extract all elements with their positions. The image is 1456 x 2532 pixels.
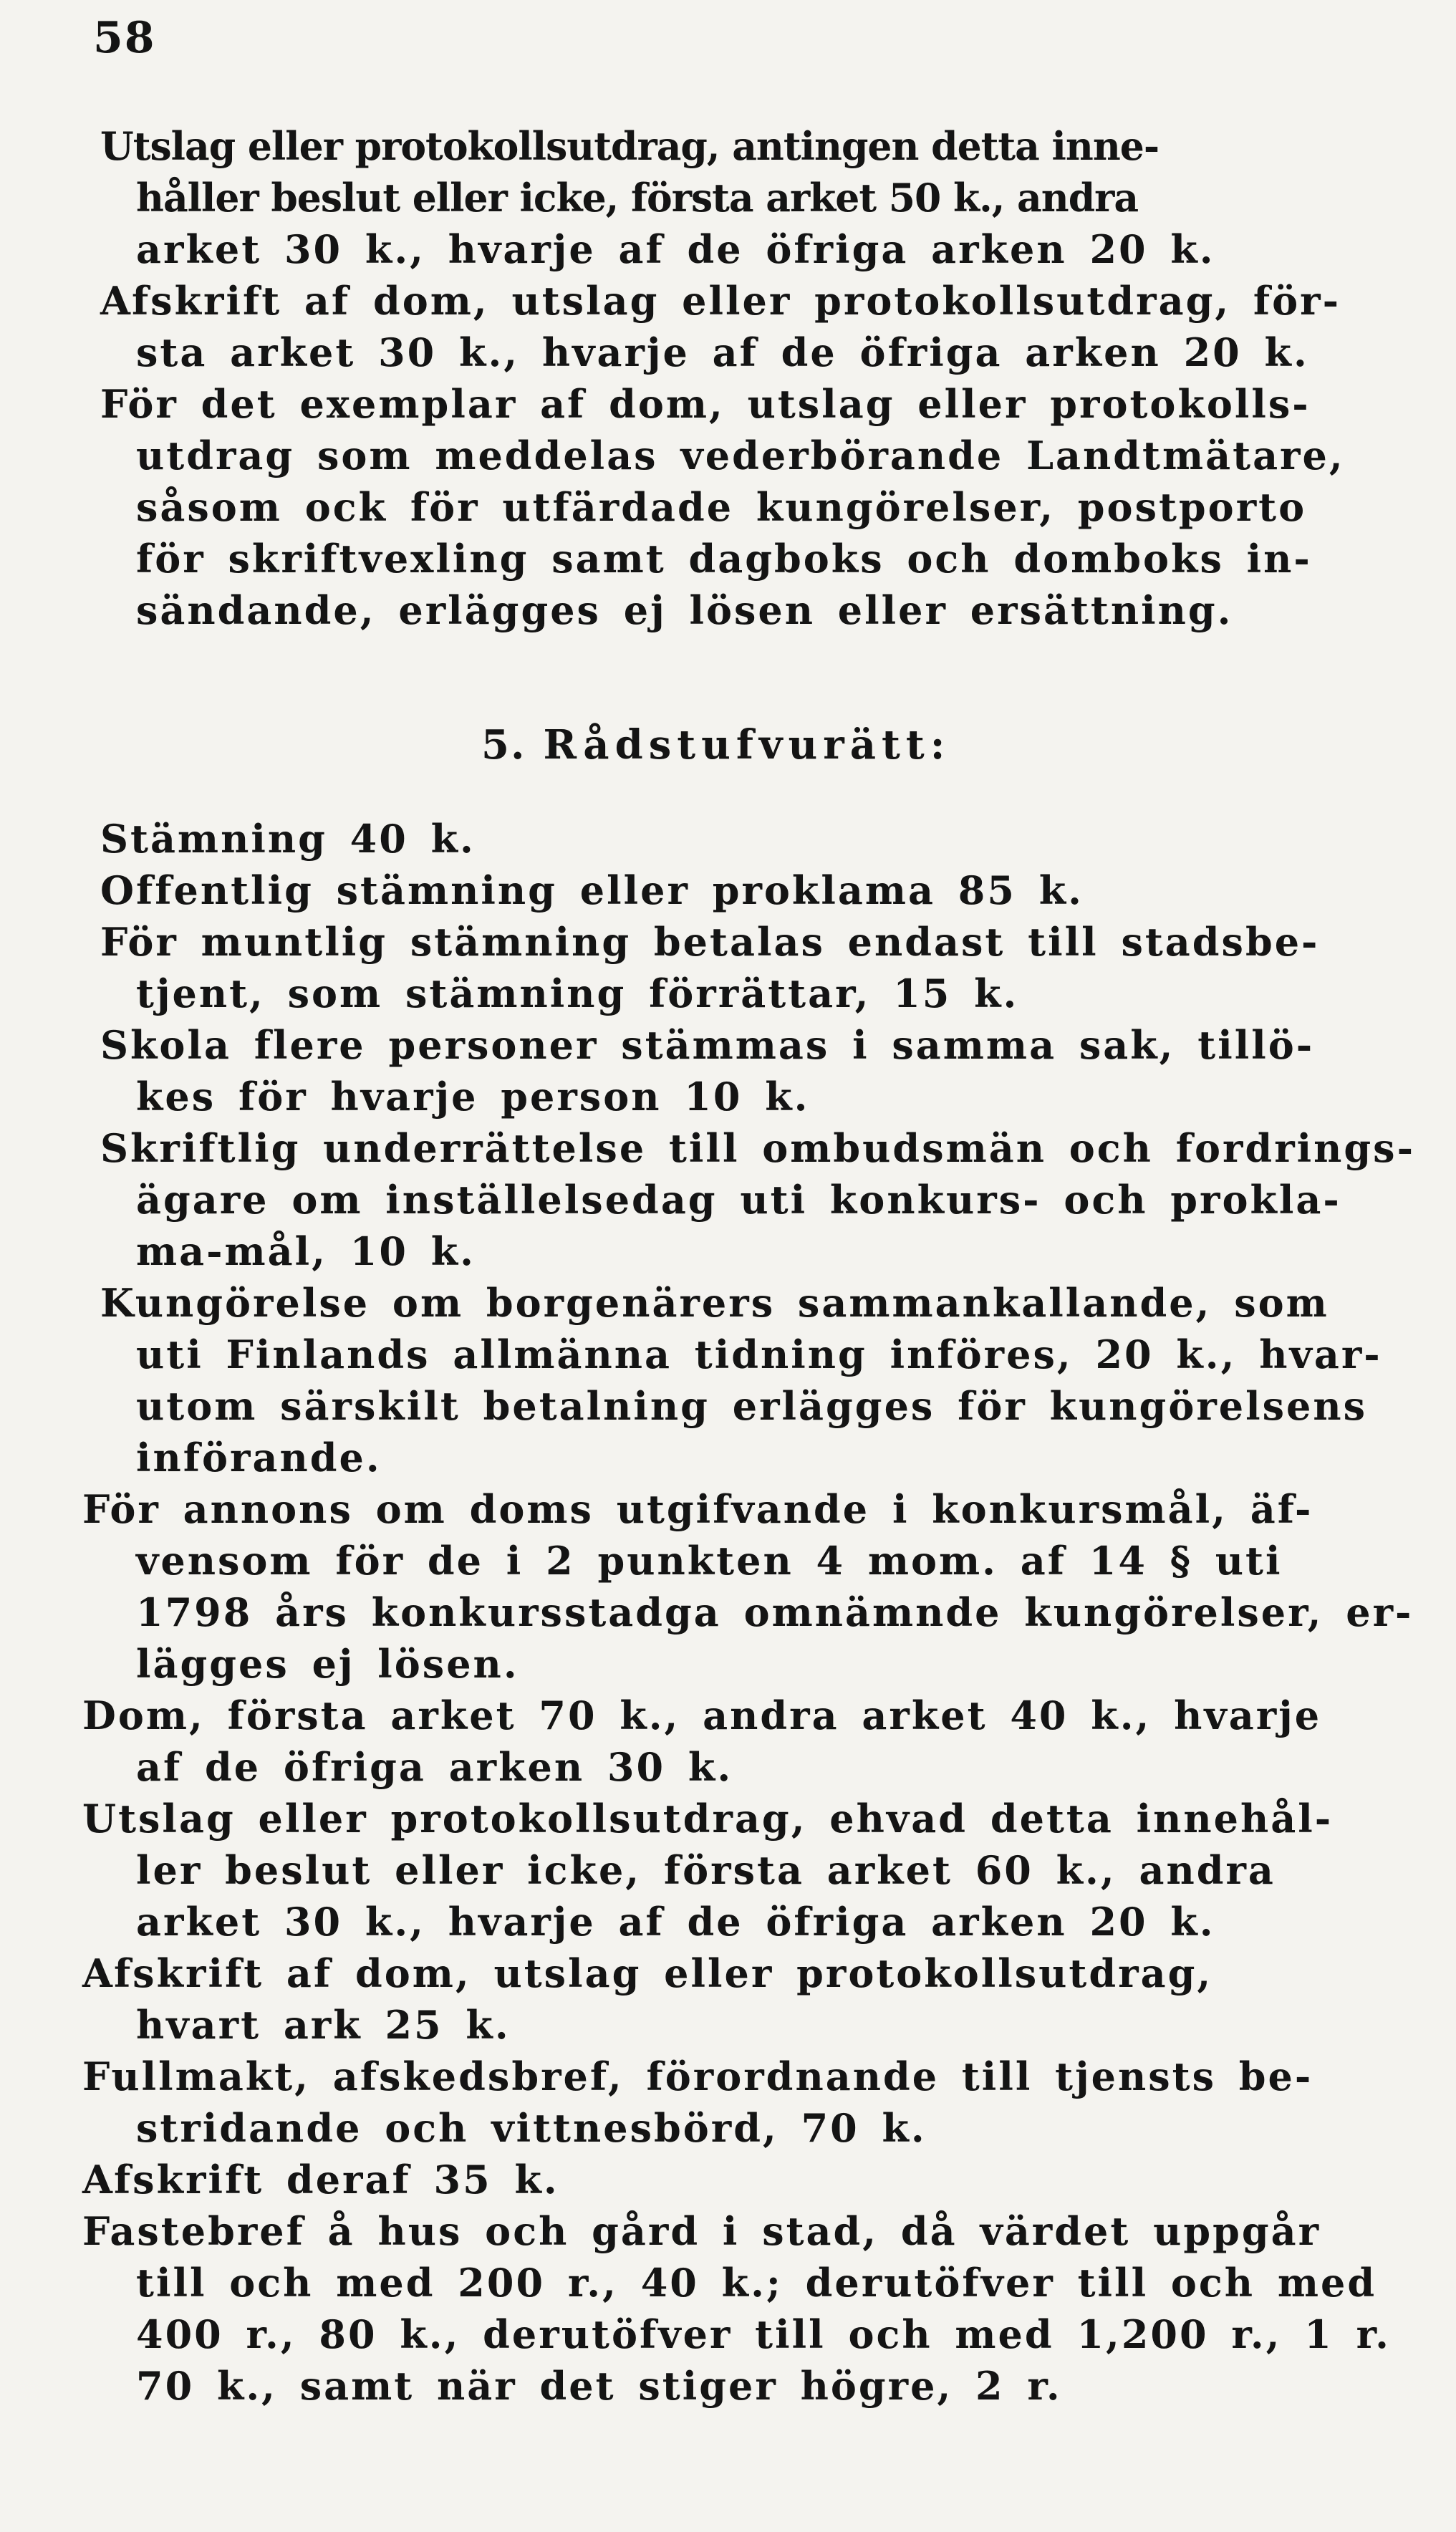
text-line: 70 k., samt när det stiger högre, 2 r.	[136, 2363, 1062, 2409]
text-line: hvart ark 25 k.	[136, 2002, 511, 2048]
text-line: Offentlig stämning eller proklama 85 k.	[100, 867, 1084, 913]
section-title: Rådstufvurätt:	[543, 721, 951, 769]
text-line: af de öfriga arken 30 k.	[136, 1744, 733, 1790]
text-line: håller beslut eller icke, första arket 50 k., andra	[136, 175, 1139, 221]
page-number: 58	[93, 13, 156, 63]
text-line: för skriftvexling samt dagboks och domboks in-	[136, 536, 1312, 582]
text-line: För annons om doms utgifvande i konkursmål, äf-	[82, 1486, 1313, 1532]
text-line: Afskrift af dom, utslag eller protokollsutdrag, för-	[100, 278, 1341, 324]
text-line: arket 30 k., hvarje af de öfriga arken 20 k.	[136, 1899, 1215, 1945]
text-line: lägges ej lösen.	[136, 1641, 519, 1687]
text-line: 400 r., 80 k., derutöfver till och med 1,200 r., 1 r.	[136, 2311, 1391, 2357]
text-line: 1798 års konkursstadga omnämnde kungörelser, er-	[136, 1589, 1414, 1635]
text-line: uti Finlands allmänna tidning införes, 20 k., hvar-	[136, 1332, 1382, 1377]
text-line: ler beslut eller icke, första arket 60 k., andra	[136, 1847, 1276, 1893]
text-line: Afskrift af dom, utslag eller protokollsutdrag,	[82, 1950, 1213, 1996]
text-line: För muntlig stämning betalas endast till stadsbe-	[100, 919, 1320, 965]
text-line: tjent, som stämning förrättar, 15 k.	[136, 971, 1019, 1016]
text-line: sta arket 30 k., hvarje af de öfriga arken 20 k.	[136, 329, 1309, 375]
text-line: sändande, erlägges ej lösen eller ersättning.	[136, 587, 1233, 633]
text-line: Utslag eller protokollsutdrag, ehvad detta innehål-	[82, 1796, 1334, 1842]
text-line: Fastebref å hus och gård i stad, då värdet uppgår	[82, 2208, 1321, 2254]
text-line: ägare om inställelsedag uti konkurs- och prokla-	[136, 1177, 1341, 1223]
section-heading	[481, 716, 950, 774]
text-line: Stämning 40 k.	[100, 816, 476, 862]
text-line: Utslag eller protokollsutdrag, antingen detta inne-	[100, 123, 1160, 169]
text-line: Kungörelse om borgenärers sammankallande, som	[100, 1280, 1329, 1326]
text-line: stridande och vittnesbörd, 70 k.	[136, 2105, 927, 2151]
text-line: arket 30 k., hvarje af de öfriga arken 20 k.	[136, 226, 1215, 272]
section-number: 5.	[481, 721, 526, 769]
text-line: vensom för de i 2 punkten 4 mom. af 14 § uti	[136, 1538, 1283, 1584]
text-line: införande.	[136, 1435, 382, 1481]
text-line: Afskrift deraf 35 k.	[82, 2157, 559, 2203]
text-line: ma-mål, 10 k.	[136, 1228, 476, 1274]
text-line: Fullmakt, afskedsbref, förordnande till tjensts be-	[82, 2054, 1313, 2099]
text-line: För det exemplar af dom, utslag eller protokolls-	[100, 381, 1311, 427]
text-line: Skola flere personer stämmas i samma sak, tillö-	[100, 1022, 1315, 1068]
text-line: utdrag som meddelas vederbörande Landtmätare,	[136, 433, 1345, 478]
text-line: till och med 200 r., 40 k.; derutöfver till och med	[136, 2260, 1377, 2306]
text-line: Dom, första arket 70 k., andra arket 40 k., hvarje	[82, 1693, 1322, 1738]
text-line: utom särskilt betalning erlägges för kungörelsens	[136, 1383, 1368, 1429]
text-line: kes för hvarje person 10 k.	[136, 1074, 810, 1120]
text-line: Skriftlig underrättelse till ombudsmän och fordrings-	[100, 1125, 1415, 1171]
text-line: såsom ock för utfärdade kungörelser, postporto	[136, 484, 1307, 530]
